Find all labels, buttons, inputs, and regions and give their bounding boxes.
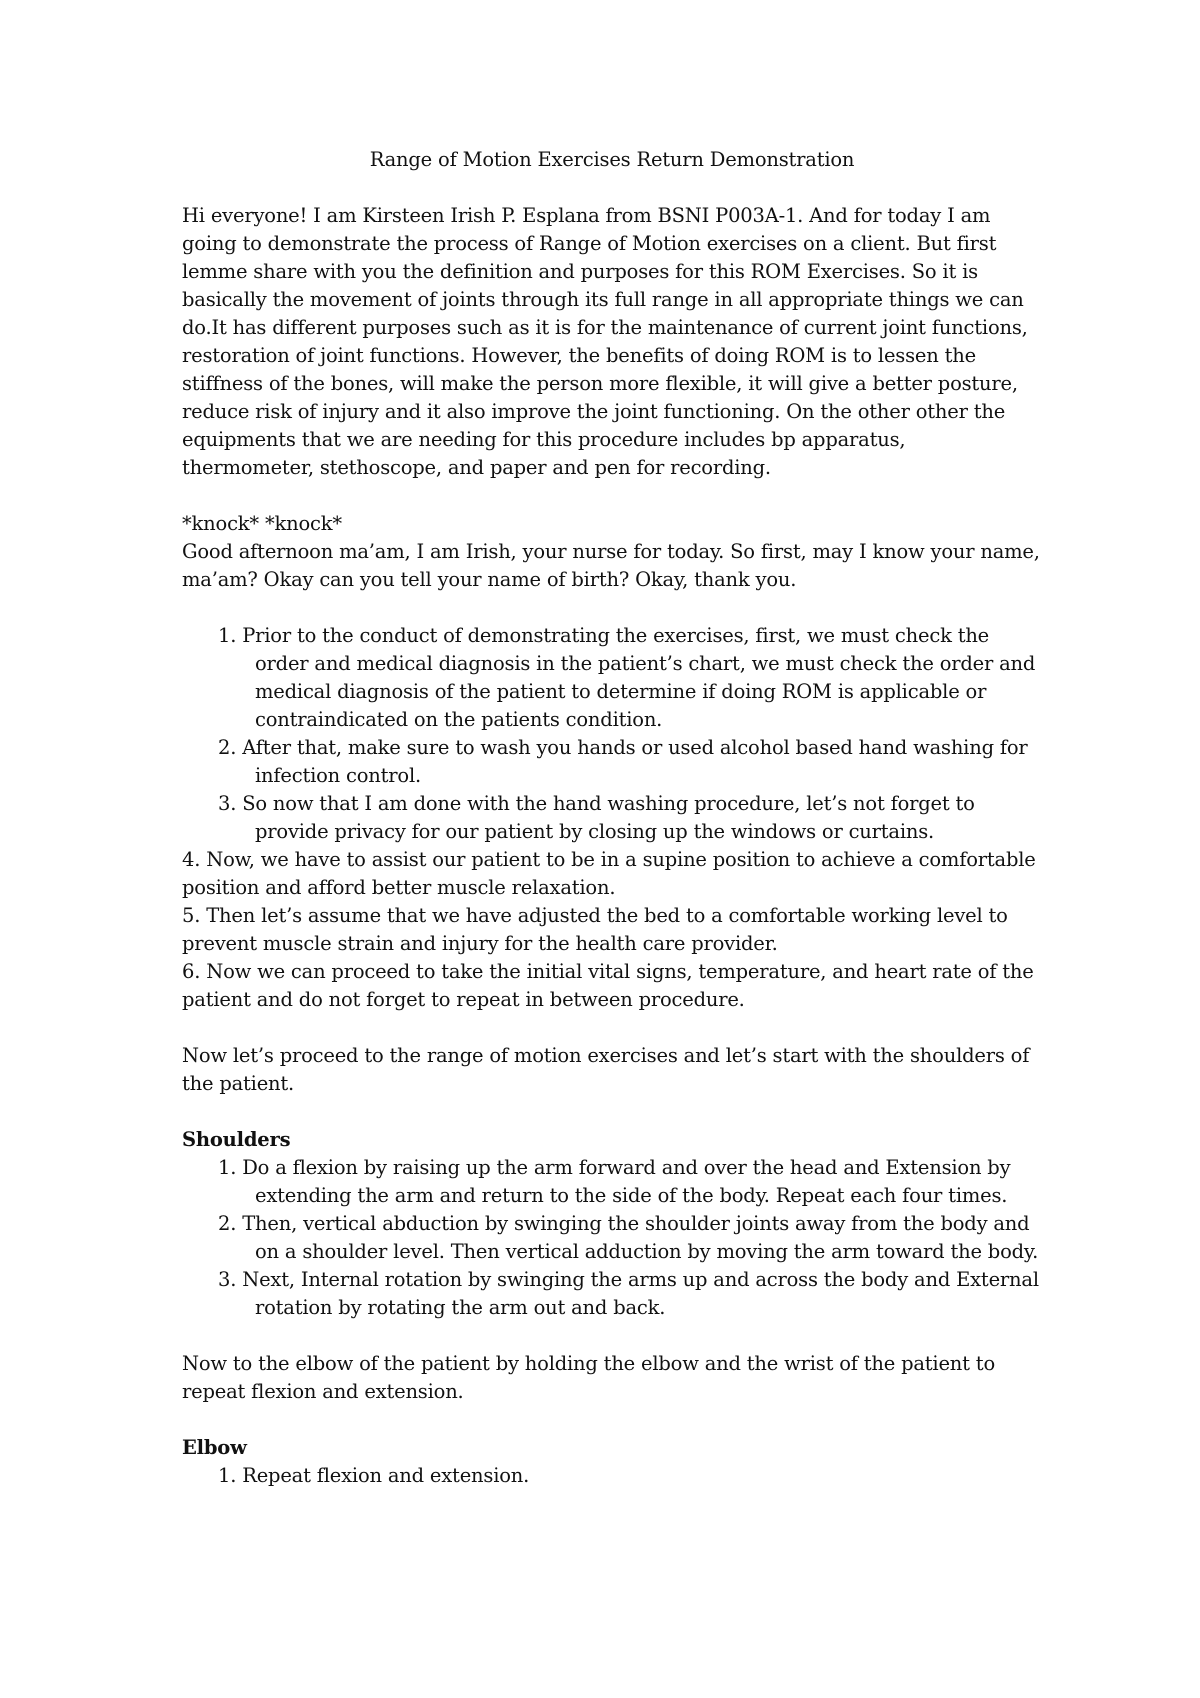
elbow-heading: Elbow xyxy=(182,1436,247,1459)
list-item xyxy=(182,1266,1042,1322)
list-item-number: 1. xyxy=(218,624,237,647)
list-item-number: 3. xyxy=(218,792,237,815)
list-item-text: Prior to the conduct of demonstrating the exercises, first, we must check the order and medical diagnosis in the patient’s chart, we must check the order and medical diagnosis of the patient to determine if doing ROM is applicable or contraindicated on the patients condition. xyxy=(242,624,1036,731)
elbow-steps-list xyxy=(182,1462,1042,1490)
list-item-number: 2. xyxy=(218,736,237,759)
list-item-text: Repeat flexion and extension. xyxy=(242,1464,530,1487)
greeting-text: Good afternoon ma’am, I am Irish, your nurse for today. So first, may I know your name, ma’am? Okay can you tell your name of birth? Okay, thank you. xyxy=(182,540,1040,591)
list-item-text: So now that I am done with the hand washing procedure, let’s not forget to provide privacy for our patient by closing up the windows or curtains. xyxy=(242,792,975,843)
list-item: 4. Now, we have to assist our patient to be in a supine position to achieve a comfortable position and afford better muscle relaxation. xyxy=(182,848,1036,899)
list-item xyxy=(182,622,1042,734)
list-item xyxy=(182,1154,1042,1210)
intro-paragraph: Hi everyone! I am Kirsteen Irish P. Esplana from BSNI P003A-1. And for today I am going to demonstrate the process of Range of Motion exercises on a client. But first lemme share with you the definition and purposes for this ROM Exercises. So it is basically the movement of joints through its full range in all appropriate things we can do.It has different purposes such as it is for the maintenance of current joint functions, restoration of joint functions. However, the benefits of doing ROM is to lessen the stiffness of the bones, will make the person more flexible, it will give a better posture, reduce risk of injury and it also improve the joint functioning. On the other other the equipments that we are needing for this procedure includes bp apparatus, thermometer, stethoscope, and paper and pen for recording. xyxy=(182,204,1028,479)
list-item xyxy=(182,734,1042,790)
shoulders-section xyxy=(182,1126,1042,1322)
shoulders-heading: Shoulders xyxy=(182,1128,291,1151)
prep-steps-list xyxy=(182,622,1042,846)
elbow-section xyxy=(182,1434,1042,1490)
greeting-block xyxy=(182,510,1042,594)
shoulders-transition: Now let’s proceed to the range of motion exercises and let’s start with the shoulders of the patient. xyxy=(182,1044,1030,1095)
list-item-number: 1. xyxy=(218,1464,237,1487)
list-item xyxy=(182,790,1042,846)
list-item-number: 2. xyxy=(218,1212,237,1235)
list-item-number: 1. xyxy=(218,1156,237,1179)
plain-steps-list xyxy=(182,846,1042,1014)
list-item: 6. Now we can proceed to take the initial vital signs, temperature, and heart rate of the patient and do not forget to repeat in between procedure. xyxy=(182,960,1034,1011)
document-title: Range of Motion Exercises Return Demonstration xyxy=(369,148,855,171)
list-item xyxy=(182,1210,1042,1266)
list-item-text: Do a flexion by raising up the arm forward and over the head and Extension by extending the arm and return to the side of the body. Repeat each four times. xyxy=(242,1156,1011,1207)
list-item-text: After that, make sure to wash you hands or used alcohol based hand washing for infection control. xyxy=(242,736,1028,787)
list-item: 5. Then let’s assume that we have adjusted the bed to a comfortable working level to prevent muscle strain and injury for the health care provider. xyxy=(182,904,1008,955)
list-item xyxy=(182,1462,1042,1490)
document-body xyxy=(182,146,1042,1518)
elbow-transition: Now to the elbow of the patient by holding the elbow and the wrist of the patient to repeat flexion and extension. xyxy=(182,1352,995,1403)
list-item-text: Then, vertical abduction by swinging the shoulder joints away from the body and on a shoulder level. Then vertical adduction by moving the arm toward the body. xyxy=(242,1212,1039,1263)
prep-steps-block xyxy=(182,622,1042,1014)
list-item-number: 3. xyxy=(218,1268,237,1291)
list-item-text: Next, Internal rotation by swinging the arms up and across the body and External rotation by rotating the arm out and back. xyxy=(242,1268,1039,1319)
knock-text: *knock* *knock* xyxy=(182,512,342,535)
shoulders-steps-list xyxy=(182,1154,1042,1322)
